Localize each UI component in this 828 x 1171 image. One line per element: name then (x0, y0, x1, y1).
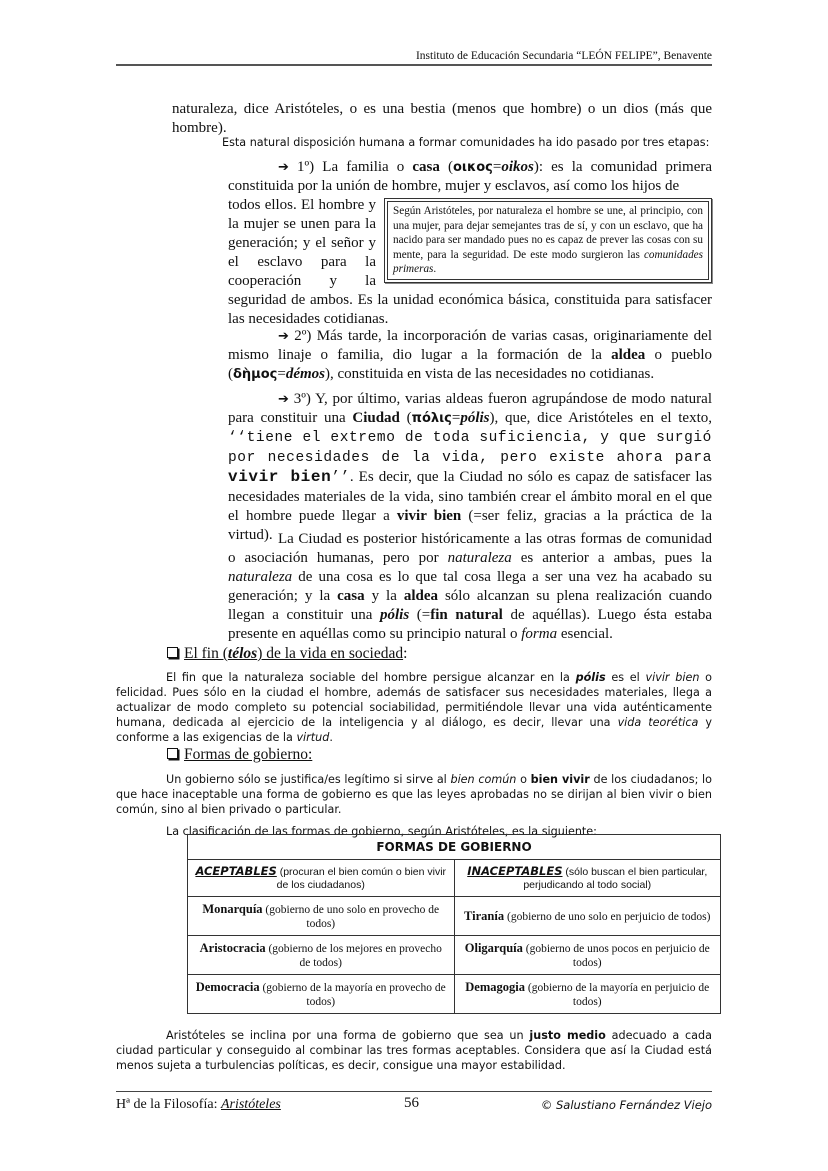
column-header-aceptables: ACEPTABLES (procuran el bien común o bien vivir de los ciudadanos) (188, 860, 455, 897)
term-casa: casa (412, 159, 440, 175)
footer-divider (116, 1091, 712, 1092)
greek-polis: πόλις (411, 411, 452, 426)
aristotle-quote: ‘‘tiene el extremo de toda suficiencia, y que surgió por necesidades de la vida, pero existe ahora para vivir bien’’ (228, 430, 712, 486)
greek-demos: δὴμος (233, 367, 278, 382)
footer-copyright: © Salustiano Fernández Viejo (540, 1098, 712, 1112)
cell-demagogia: Demagogia (gobierno de la mayoría en perjuicio de todos) (454, 975, 721, 1014)
column-header-inaceptables: INACEPTABLES (sólo buscan el bien particular, perjudicando al todo social) (454, 860, 721, 897)
stage-3-paragraph: ➔ 3º) Y, por último, varias aldeas fueron agrupándose de modo natural para constituir una Ciudad (πόλις=pólis), que, dice Aristóteles en el texto, ‘‘tiene el extremo de toda suficiencia, y que surgió por necesidades de la vida, pero existe ahora para vivir bien’’. Es decir, que la Ciudad no sólo es capaz de satisfacer las necesidades materiales de la vida, sino también crear el ámbito moral en el que el hombre puede llegar a vivir bien (=ser feliz, gracias a la práctica de la virtud). (228, 391, 713, 543)
greek-oikos: οικος (452, 160, 493, 175)
quote-box: Según Aristóteles, por naturaleza el hombre se une, al principio, con una mujer, para dejar semejantes tras de sí, y con un esclavo, que ha nacido para ser mandado pues no es capaz de prever las cosas con su mente, para la seguridad. De este modo surgieron las comunidades primeras. (384, 198, 712, 283)
term-ciudad: Ciudad (352, 410, 400, 426)
intro-paragraph: naturaleza, dice Aristóteles, o es una bestia (menos que hombre) o un dios (más que hombre). (172, 101, 712, 136)
arrow-right-icon: ➔ (278, 329, 289, 344)
checkbox-icon (167, 647, 178, 658)
conclusion-section (116, 1028, 712, 1073)
cell-oligarquia: Oligarquía (gobierno de unos pocos en perjuicio de todos) (454, 936, 721, 975)
stages-intro (222, 135, 714, 150)
fin-section (116, 670, 712, 745)
formas-paragraph: Un gobierno sólo se justifica/es legítimo si sirve al bien común o bien vivir de los ciudadanos; lo que hace inaceptable una forma de gobierno es que las leyes aprobadas no se dirijan al bien vivir o bien común, sino al bien privado o particular. (116, 773, 712, 816)
footer-book-title: Hª de la Filosofía: Aristóteles (116, 1097, 281, 1112)
classification-intro: La clasificación de las formas de gobierno, según Aristóteles, es la siguiente: (166, 825, 597, 838)
stage-2-paragraph: ➔ 2º) Más tarde, la incorporación de varias casas, originariamente del mismo linaje o familia, dio lugar a la formación de la aldea o pueblo (δὴμος=démos), constituida en vista de las necesidades no cotidianas. (228, 328, 713, 382)
section-title-fin: El fin (télos) de la vida en sociedad: (167, 645, 407, 663)
table-title: FORMAS DE GOBIERNO (188, 835, 721, 860)
section-title-formas: Formas de gobierno: (167, 746, 312, 764)
arrow-right-icon: ➔ (278, 392, 289, 407)
stages-intro-text: Esta natural disposición humana a formar comunidades ha ido pasado por tres etapas: (222, 136, 710, 149)
stage-2 (228, 327, 712, 384)
running-header: Instituto de Educación Secundaria “LEÓN FELIPE”, Benavente (415, 50, 712, 62)
intro-section (172, 100, 712, 138)
term-aldea: aldea (611, 347, 646, 363)
cell-tirania: Tiranía (gobierno de uno solo en perjuicio de todos) (454, 897, 721, 936)
stage-1-paragraph: ➔ 1º) La familia o casa (οικος=oikos): es la comunidad primera constituida por la unión de hombre, mujer y esclavos, así como los hijos de (228, 159, 713, 194)
table-row (188, 936, 721, 975)
stage-1 (228, 158, 712, 329)
stage-3 (228, 390, 712, 545)
fin-paragraph: El fin que la naturaleza sociable del hombre persigue alcanzar en la pólis es el vivir bien o felicidad. Pues sólo en la ciudad el hombre, además de satisfacer sus necesidades materiales, llega a actualizar de modo completo su potencial sociabilidad, permitiéndole llevar una vida auténticamente humana, dedicada al ejercicio de la inteligencia y al diálogo, es decir, llevar una vida teorética y conforme a las exigencias de la virtud. (116, 671, 712, 744)
checkbox-icon (167, 748, 178, 759)
page-number: 56 (404, 1095, 419, 1111)
cell-monarquia: Monarquía (gobierno de uno solo en provecho de todos) (188, 897, 455, 936)
header-divider (116, 64, 712, 66)
table-row (188, 975, 721, 1014)
cell-democracia: Democracia (gobierno de la mayoría en provecho de todos) (188, 975, 455, 1014)
conclusion-paragraph: Aristóteles se inclina por una forma de gobierno que sea un justo medio adecuado a cada ciudad particular y conseguido al combinar las tres formas aceptables. Considera que así la Ciudad está menos sujeta a turbulencias políticas, es decir, consigue una mayor estabilidad. (116, 1029, 712, 1072)
cell-aristocracia: Aristocracia (gobierno de los mejores en provecho de todos) (188, 936, 455, 975)
posterior-section (228, 530, 712, 644)
arrow-right-icon: ➔ (278, 160, 289, 175)
posterior-paragraph: La Ciudad es posterior históricamente a las otras formas de comunidad o asociación humanas, pero por naturaleza es anterior a ambas, pues la naturaleza de una cosa es lo que tal cosa llega a ser una vez ha acabado su generación; y la casa y la aldea sólo alcanzan su plena realización cuando llegan a constituir una pólis (=fin natural de aquéllas). Luego ésta estaba presente en aquéllas como su principio natural o forma esencial. (228, 531, 713, 642)
stage-1-continued: todos ellos. El hombre y la mujer se unen para la generación; y el señor y el esclavo para la cooperación y la seguridad de ambos. Es la unidad económica básica, constituida para satisfacer las necesidades cotidianas. (228, 197, 712, 327)
table-row (188, 897, 721, 936)
formas-section (116, 772, 712, 839)
government-forms-table (187, 834, 721, 1014)
